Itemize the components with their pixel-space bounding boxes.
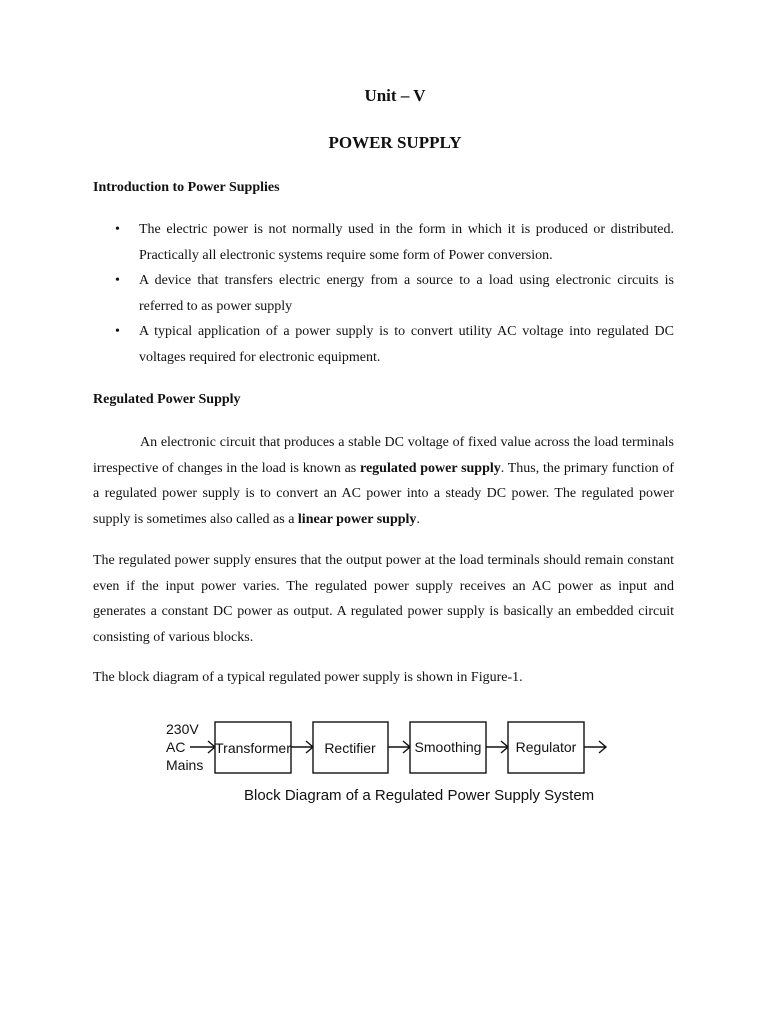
bold-term: linear power supply: [297, 511, 417, 527]
transformer-label: Transformer: [215, 740, 291, 756]
page-title: POWER SUPPLY: [328, 133, 462, 152]
block-diagram: [160, 712, 620, 812]
input-label-line2: AC: [166, 739, 186, 755]
bullet-text: The electric power is not normally used in the form in which it is produced or distributed. Practically all electronic systems require some form of Power conversion.: [139, 222, 674, 263]
input-label-line3: Mains: [166, 757, 204, 773]
arrow-icon: [584, 741, 606, 753]
arrow-icon: [388, 741, 410, 753]
diagram-caption: Block Diagram of a Regulated Power Supply System: [244, 787, 595, 804]
bullet-icon: •: [115, 222, 120, 237]
list-item: [93, 268, 674, 319]
list-item: [93, 319, 674, 370]
paragraph-text: . Thus, the primary function of a regulated power supply is to convert an AC power into a steady DC power. The regulated power supply is sometimes also called as a: [93, 460, 674, 527]
bullet-text: A device that transfers electric energy from a source to a load using electronic circuits is referred to as power supply: [139, 273, 674, 314]
arrow-icon: [486, 741, 508, 753]
input-label-line1: 230V: [166, 721, 199, 737]
paragraph-text: .: [416, 511, 420, 527]
regulated-paragraph-1: [93, 430, 674, 532]
bullet-icon: •: [115, 273, 120, 288]
regulator-label: Regulator: [515, 739, 577, 755]
intro-heading: Introduction to Power Supplies: [93, 180, 280, 195]
regulated-paragraph-2: The regulated power supply ensures that the output power at the load terminals should remain constant even if the input power varies. The regulated power supply receives an AC power as input and generates a constant DC power as output. A regulated power supply is basically an embedded circuit consisting of various blocks.: [93, 553, 674, 645]
unit-label: Unit – V: [364, 86, 426, 105]
regulated-paragraph-3: The block diagram of a typical regulated power supply is shown in Figure-1.: [93, 670, 523, 685]
paragraph-text: An electronic circuit that produces a stable DC voltage of fixed value across the load terminals irrespective of changes in the load is known as: [93, 435, 674, 476]
smoothing-label: Smoothing: [414, 739, 482, 755]
rectifier-label: Rectifier: [324, 740, 376, 756]
arrow-icon: [190, 741, 215, 753]
bullet-text: A typical application of a power supply is to convert utility AC voltage into regulated DC voltages required for electronic equipment.: [139, 324, 674, 365]
intro-bullet-list: [93, 217, 674, 370]
list-item: [93, 217, 674, 268]
regulated-heading: Regulated Power Supply: [93, 392, 241, 407]
arrow-icon: [291, 741, 313, 753]
bullet-icon: •: [115, 324, 120, 339]
bold-term: regulated power supply: [359, 460, 501, 476]
